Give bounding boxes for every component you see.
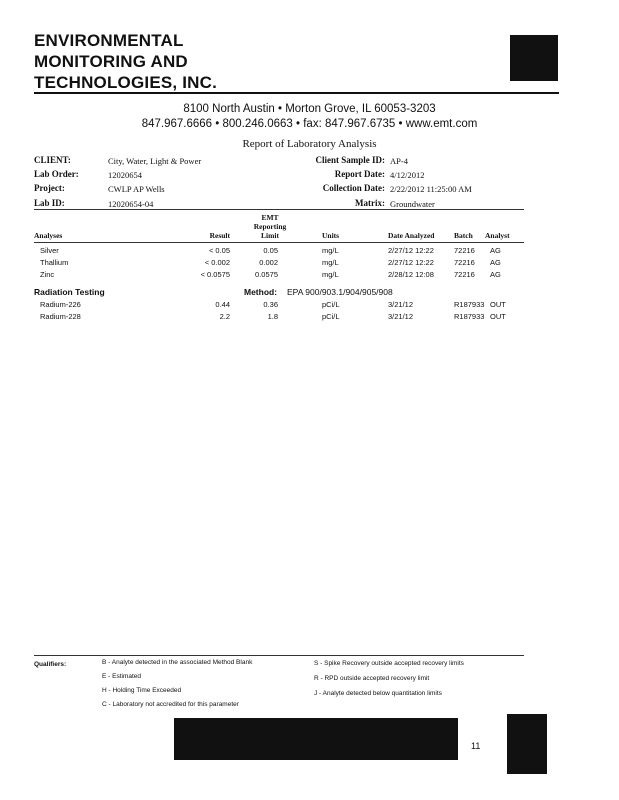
row-analyte: Zinc — [40, 270, 55, 279]
row-units: mg/L — [322, 270, 339, 279]
radiation-method-label: Method: — [244, 287, 278, 297]
report-title: Report of Laboratory Analysis — [242, 138, 377, 150]
info-rule — [34, 209, 524, 210]
table-row — [0, 312, 619, 324]
client-sample-value: AP-4 — [390, 156, 408, 166]
client-label: CLIENT: — [34, 155, 71, 165]
company-name — [34, 30, 217, 93]
redacted-logo-block — [510, 35, 558, 81]
company-contact: 847.967.6666 • 800.246.0663 • fax: 847.967.6735 • www.emt.com — [141, 118, 478, 130]
project-label: Project: — [34, 183, 65, 193]
report-date-value: 4/12/2012 — [390, 170, 425, 180]
lab-id-label: Lab ID: — [34, 198, 65, 208]
row-date: 2/28/12 12:08 — [388, 270, 434, 279]
redaction-block-corner — [507, 714, 547, 774]
qualifier-j: J - Analyte detected below quantitation limits — [314, 690, 442, 697]
row-analyst: AG — [490, 270, 501, 279]
row-batch: 72216 — [454, 258, 475, 267]
row-rl: 0.0575 — [255, 270, 278, 279]
qualifier-e: E - Estimated — [102, 673, 142, 680]
row-rl: 1.8 — [267, 312, 278, 321]
lab-order-value: 12020654 — [108, 170, 142, 180]
company-address: 8100 North Austin • Morton Grove, IL 60053-3203 — [183, 103, 436, 115]
row-units: pCi/L — [322, 312, 340, 321]
lab-id-value: 12020654-04 — [108, 199, 154, 209]
col-rl-line-1: EMT — [261, 213, 279, 222]
row-result: < 0.0575 — [200, 270, 230, 279]
radiation-section-title: Radiation Testing — [34, 287, 105, 297]
row-rl: 0.002 — [259, 258, 278, 267]
collection-date-label: Collection Date: — [322, 183, 385, 193]
qualifier-s: S - Spike Recovery outside accepted recovery limits — [314, 660, 464, 667]
redaction-block — [174, 718, 458, 760]
client-value: City, Water, Light & Power — [108, 156, 202, 166]
header-rule — [34, 92, 559, 94]
row-result: 0.44 — [215, 300, 230, 309]
row-batch: R187933 — [454, 312, 485, 321]
col-batch: Batch — [454, 231, 473, 240]
row-units: mg/L — [322, 246, 339, 255]
qualifier-h: H - Holding Time Exceeded — [102, 687, 182, 694]
row-analyte: Thallium — [40, 258, 69, 267]
row-batch: 72216 — [454, 270, 475, 279]
company-name-line-1: ENVIRONMENTAL — [34, 31, 184, 50]
col-units: Units — [322, 231, 340, 240]
row-batch: 72216 — [454, 246, 475, 255]
table-row — [0, 270, 619, 282]
table-row — [0, 258, 619, 270]
qualifiers-rule — [34, 655, 524, 656]
row-result: < 0.05 — [208, 246, 230, 255]
table-header-rule — [34, 242, 524, 243]
company-name-line-3: TECHNOLOGIES, INC. — [34, 73, 218, 92]
company-name-line-2: MONITORING AND — [34, 52, 188, 71]
qualifiers-label: Qualifiers: — [34, 661, 67, 668]
row-date: 2/27/12 12:22 — [388, 258, 434, 267]
row-date: 3/21/12 — [388, 312, 414, 321]
lab-order-label: Lab Order: — [34, 169, 79, 179]
col-analyses: Analyses — [34, 231, 63, 240]
col-rl-line-3: Limit — [261, 231, 279, 240]
row-date: 3/21/12 — [388, 300, 414, 309]
row-analyst: OUT — [490, 312, 506, 321]
row-units: mg/L — [322, 258, 339, 267]
col-reporting-limit — [240, 213, 300, 240]
row-analyte: Radium-226 — [40, 300, 81, 309]
project-value: CWLP AP Wells — [108, 184, 165, 194]
table-row — [0, 246, 619, 258]
table-row — [0, 300, 619, 312]
row-units: pCi/L — [322, 300, 340, 309]
row-rl: 0.05 — [263, 246, 278, 255]
report-date-label: Report Date: — [334, 169, 385, 179]
radiation-method-value: EPA 900/903.1/904/905/908 — [287, 287, 393, 297]
col-rl-line-2: Reporting — [253, 222, 287, 231]
row-analyst: AG — [490, 258, 501, 267]
matrix-label: Matrix: — [355, 198, 385, 208]
page-number: 11 — [471, 741, 481, 751]
qualifier-r: R - RPD outside accepted recovery limit — [314, 675, 430, 682]
row-analyst: AG — [490, 246, 501, 255]
row-date: 2/27/12 12:22 — [388, 246, 434, 255]
collection-date-value: 2/22/2012 11:25:00 AM — [390, 184, 472, 194]
col-analyst: Analyst — [485, 231, 510, 240]
row-analyte: Silver — [40, 246, 59, 255]
qualifier-b: B - Analyte detected in the associated Method Blank — [102, 659, 253, 666]
row-batch: R187933 — [454, 300, 485, 309]
row-analyte: Radium-228 — [40, 312, 81, 321]
col-date-analyzed: Date Analyzed — [388, 231, 435, 240]
row-result: 2.2 — [219, 312, 230, 321]
row-analyst: OUT — [490, 300, 506, 309]
row-result: < 0.002 — [204, 258, 230, 267]
client-sample-label: Client Sample ID: — [315, 155, 385, 165]
col-result: Result — [209, 231, 230, 240]
matrix-value: Groundwater — [390, 199, 435, 209]
row-rl: 0.36 — [263, 300, 278, 309]
qualifier-c: C - Laboratory not accredited for this parameter — [102, 701, 239, 708]
